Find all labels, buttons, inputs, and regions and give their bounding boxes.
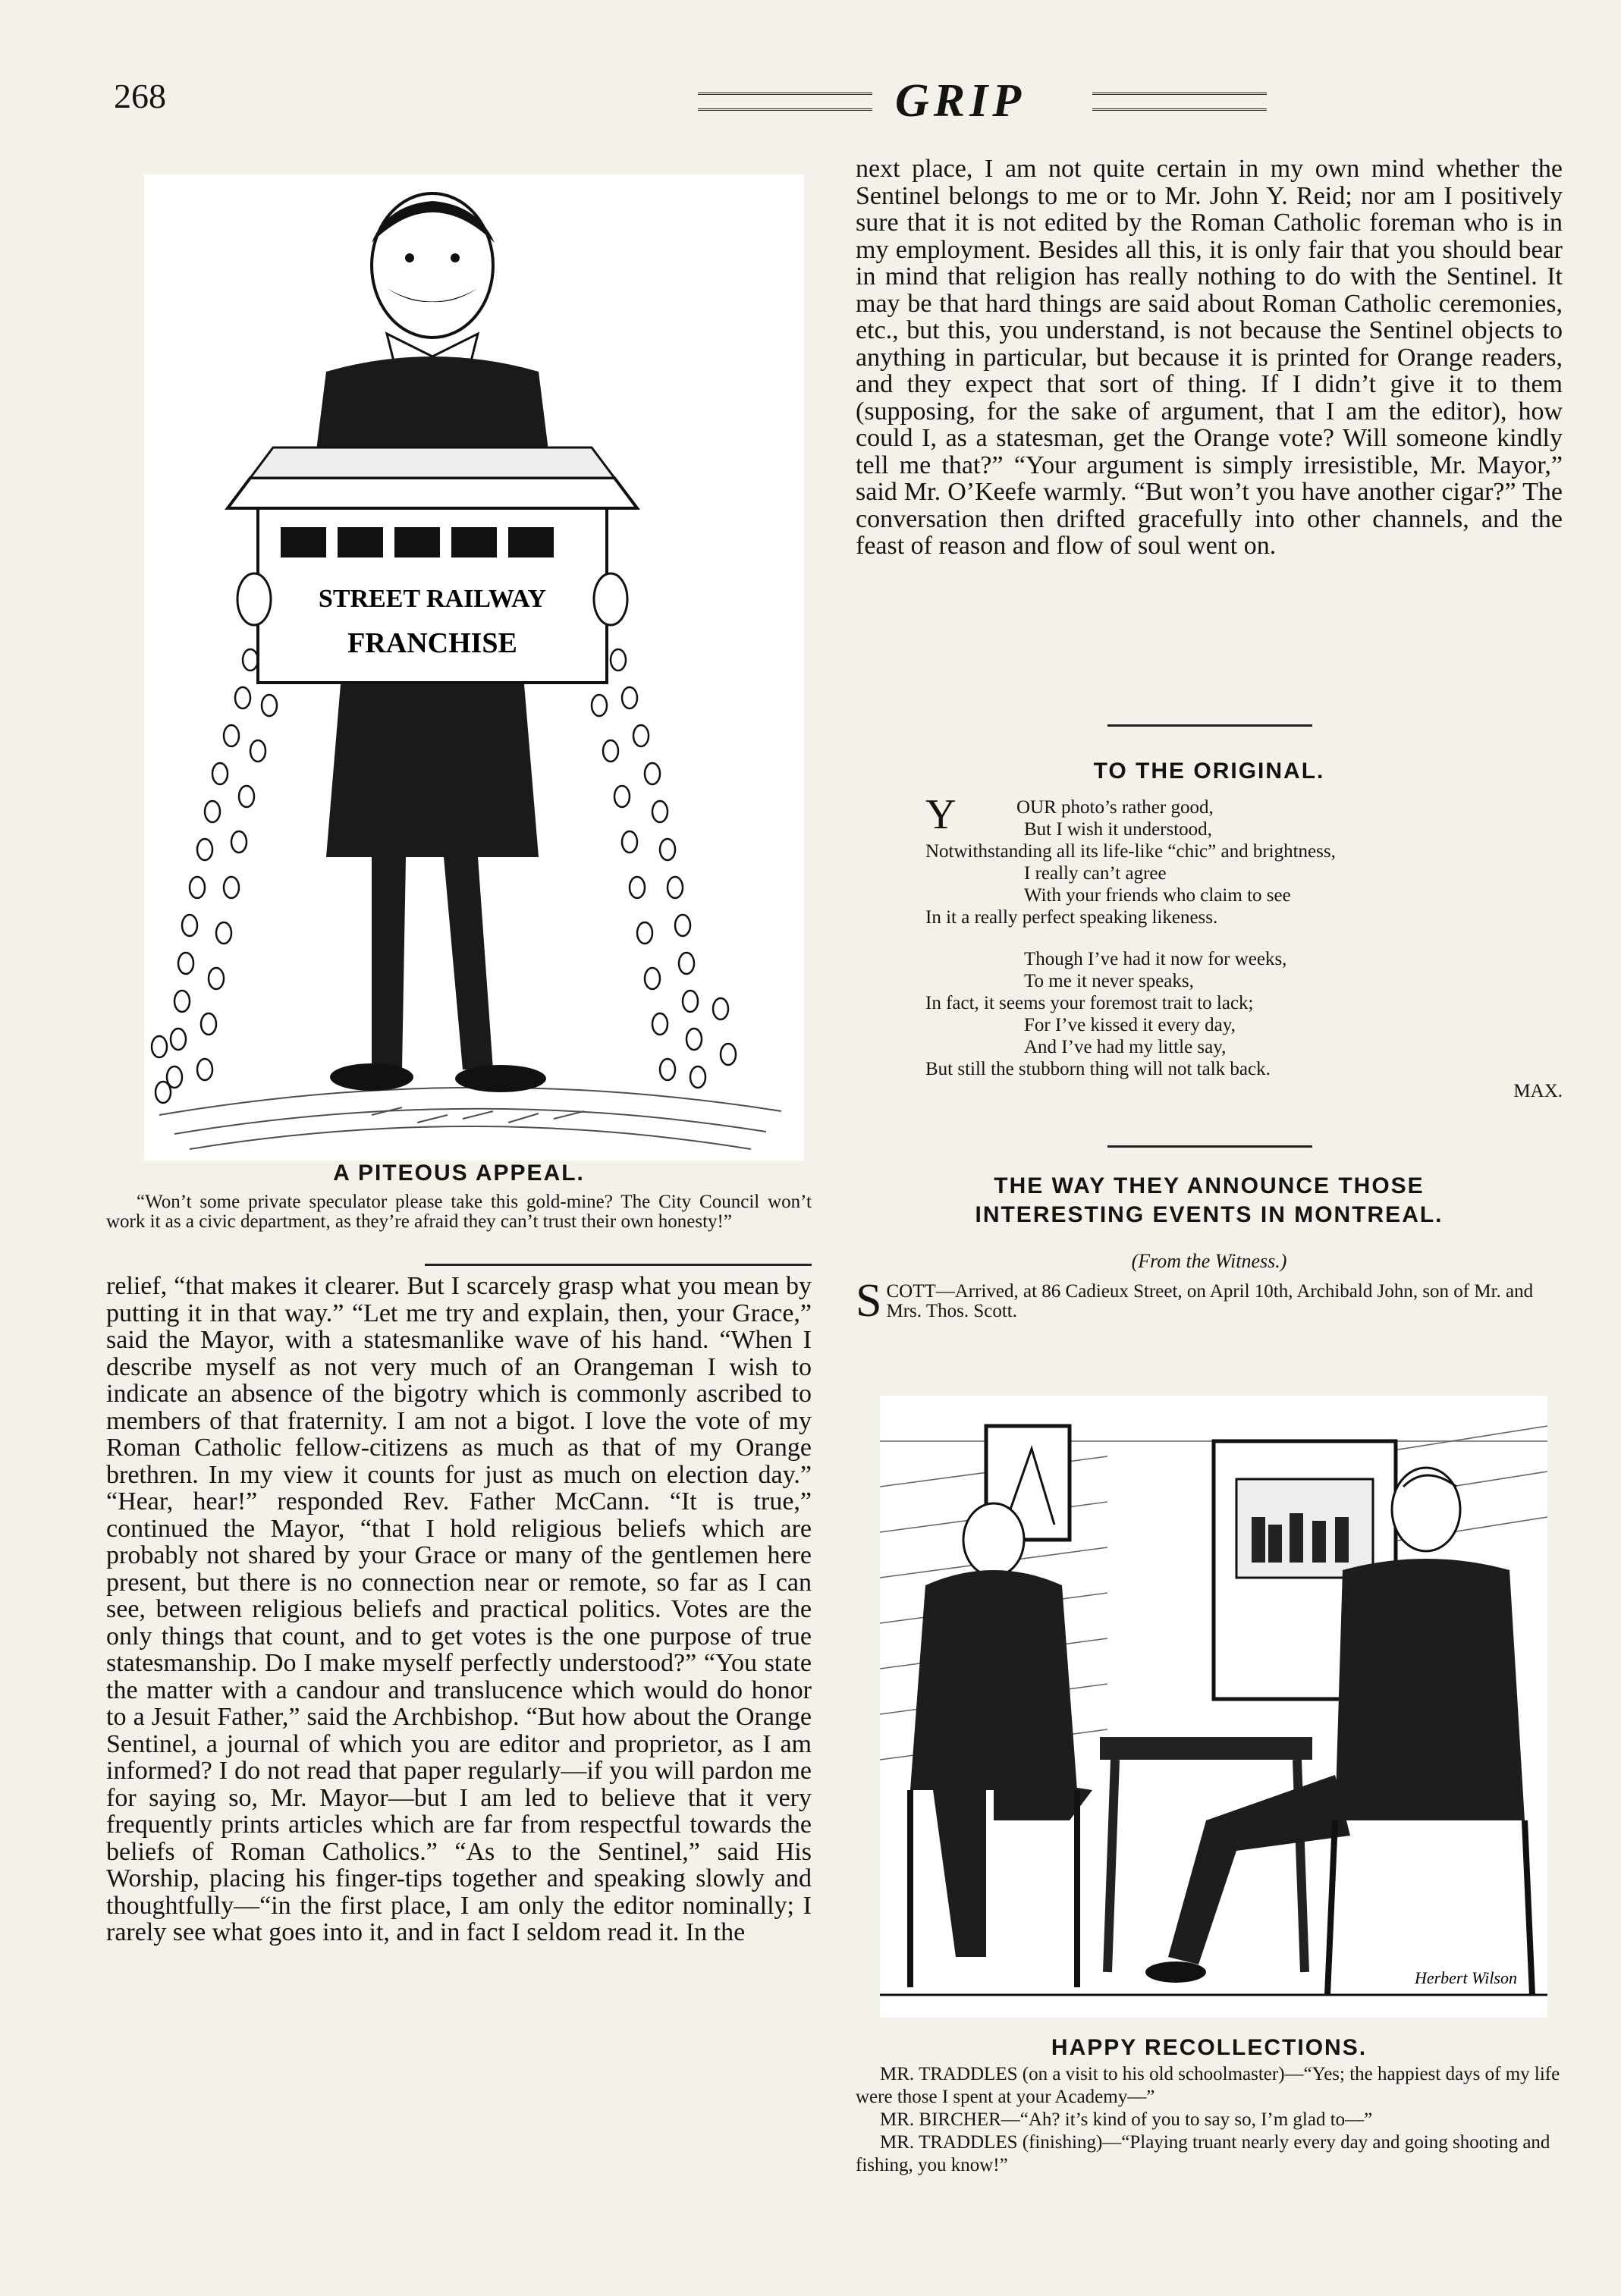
cartoon1-title: A PITEOUS APPEAL.: [333, 1161, 585, 1186]
article2-source: (From the Witness.): [1131, 1250, 1287, 1272]
masthead-rule-left: [698, 93, 872, 111]
poem-line: But I wish it understood,: [1024, 819, 1212, 840]
poem-line: With your friends who claim to see: [1024, 885, 1291, 906]
poem-line: Though I’ve had it now for weeks,: [1024, 949, 1287, 969]
masthead-rule-right: [1092, 93, 1267, 111]
article2-title: [856, 1172, 1563, 1230]
poem-dropcap: Y: [925, 791, 957, 838]
article2-title-line-1: THE WAY THEY ANNOUNCE THOSE: [994, 1173, 1425, 1198]
sign-line-1: STREET RAILWAY: [318, 585, 547, 613]
poem-line: I really can’t agree: [1024, 863, 1167, 884]
dialogue-line: MR. BIRCHER—“Ah? it’s kind of you to say so, I’m glad to—”: [880, 2109, 1373, 2130]
magazine-title: GRIP: [895, 75, 1026, 127]
poem-line: And I’ve had my little say,: [1024, 1037, 1227, 1057]
mayor-illustration: [144, 174, 804, 1161]
schoolroom-illustration: [880, 1396, 1547, 2018]
poem-line: But still the stubborn thing will not talk back.: [925, 1059, 1271, 1079]
divider: [1107, 724, 1312, 727]
cartoon2-title: HAPPY RECOLLECTIONS.: [1051, 2035, 1368, 2060]
poem-line: In it a really perfect speaking likeness.: [925, 907, 1218, 928]
right-column-text: [856, 155, 1563, 560]
sign-line-2: FRANCHISE: [347, 627, 517, 659]
poem-line: For I’ve kissed it every day,: [1024, 1015, 1236, 1035]
poem-line: OUR photo’s rather good,: [1016, 797, 1214, 818]
poem-signature: MAX.: [1513, 1081, 1563, 1101]
dialogue-line: MR. TRADDLES (finishing)—“Playing truant nearly every day and going shooting and fishing, you know!”: [856, 2132, 1550, 2175]
article2-title-line-2: INTERESTING EVENTS IN MONTREAL.: [975, 1202, 1444, 1227]
cartoon-happy-recollections: [880, 1396, 1547, 2018]
poem-line: To me it never speaks,: [1024, 971, 1194, 991]
divider: [1107, 1145, 1312, 1148]
poem-line: Notwithstanding all its life-like “chic” and brightness,: [925, 841, 1336, 862]
dialogue-line: MR. TRADDLES (on a visit to his old schoolmaster)—“Yes; the happiest days of my life were those I spent at your Academy—”: [856, 2064, 1560, 2107]
poem: [925, 791, 1563, 1102]
cartoon-piteous-appeal: [144, 174, 804, 1161]
right-paragraph: next place, I am not quite certain in my own mind whether the Sentinel belongs to me or to Mr. John Y. Reid; nor am I positively sure that it is not edited by the Roman Catholic foreman who is in my employment. Besides all this, it is only fair that you should bear in mind that religion has really nothing to do with the Sentinel. It may be that hard things are said about Roman Catholic ceremonies, etc., but this, you understand, is not because the Sentinel objects to anything in particular, but because it is printed for Orange readers, and they expect that sort of thing. If I didn’t give it to them (supposing, for the sake of argument, that I am the editor), how could I, as a statesman, get the Orange vote? Will someone kindly tell me that?” “Your argument is simply irresistible, Mr. Mayor,” said Mr. O’Keefe warmly. “But won’t you have another cigar?” The conversation then drifted gracefully into other channels, and the feast of reason and flow of soul went on.: [856, 155, 1563, 560]
cartoon2-dialogue: [856, 2063, 1563, 2177]
poem-stanza-2: [925, 948, 1563, 1080]
page-number: 268: [114, 77, 166, 115]
cartoon1-caption: “Won’t some private speculator please take this gold-mine? The City Council won’t work it as a civic department, as they’re afraid they can’t trust their own honesty!”: [106, 1192, 812, 1232]
masthead: [114, 76, 1479, 137]
article2-dropcap: S: [856, 1275, 882, 1327]
poem-stanza-1: [925, 791, 1563, 928]
poem-title: TO THE ORIGINAL.: [1093, 759, 1325, 784]
article2-text: COTT—Arrived, at 86 Cadieux Street, on April 10th, Archibald John, son of Mr. and Mrs. Thos. Scott.: [886, 1281, 1534, 1321]
left-paragraph: relief, “that makes it clearer. But I scarcely grasp what you mean by putting it in that way.” “Let me try and explain, then, your Grace,” said the Mayor, with a statesmanlike wave of his hand. “When I describe myself as not very much of an Orangeman I wish to indicate an absence of the bigotry which is commonly ascribed to members of that fraternity. I am not a bigot. I love the vote of my Roman Catholic fellow-citizens as much as that of my Orange brethren. In my view it counts for just as much on election day.” “Hear, hear!” responded Rev. Father McCann. “It is true,” continued the Mayor, “that I hold religious beliefs which are probably not shared by your Grace or many of the gentlemen here present, but there is no connection near or remote, so far as I can see, between religious beliefs and practical politics. Votes are the only things that count, and to get votes is the one purpose of true statesmanship. Do I make myself perfectly understood?” “You state the matter with a candour and translucence which would do honor to a Jesuit Father,” said the Archbishop. “But how about the Orange Sentinel, a journal of which you are editor and proprietor, as I am informed? I do not read that paper regularly—if you will pardon me for saying so, Mr. Mayor—but I am led to believe that it very frequently prints articles which are far from respectful towards the beliefs of Roman Catholics.” “As to the Sentinel,” said His Worship, placing his finger-tips together and speaking slowly and thoughtfully—“in the first place, I am only the editor nominally; I rarely see what goes into it, and in fact I seldom read it. In the: [106, 1272, 812, 1946]
divider: [425, 1264, 812, 1266]
poem-line: In fact, it seems your foremost trait to lack;: [925, 993, 1254, 1013]
article2-body: [856, 1275, 1563, 1327]
artist-signature: Herbert Wilson: [1414, 1968, 1517, 1987]
left-column-text: [106, 1273, 812, 1946]
